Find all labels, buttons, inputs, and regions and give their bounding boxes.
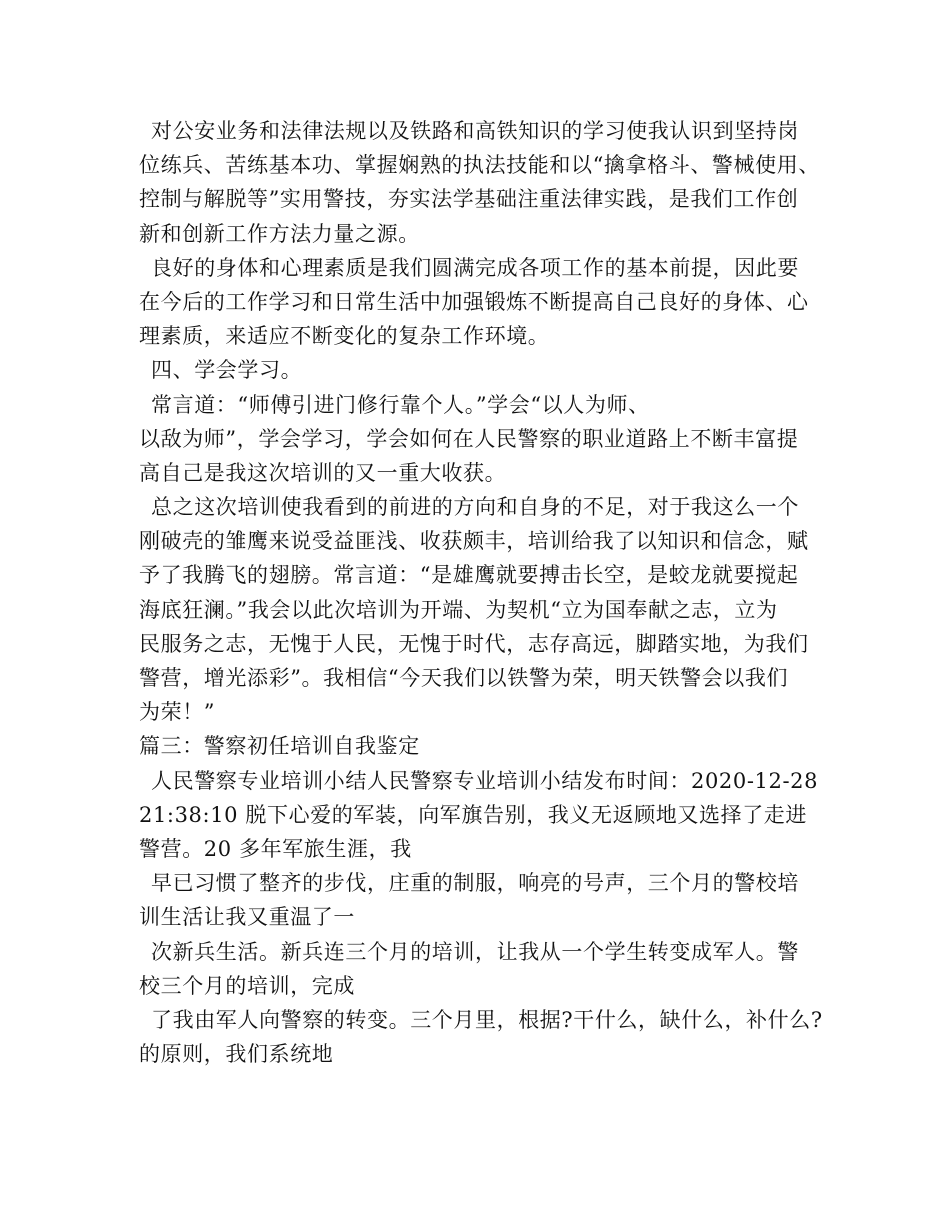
text-line: 的原则，我们系统地 [139, 1042, 334, 1067]
text-line: 篇三：警察初任培训自我鉴定 [139, 734, 420, 759]
text-line: 在今后的工作学习和日常生活中加强锻炼不断提高自己良好的身体、心 [139, 289, 809, 314]
text-line: 训生活让我又重温了一 [139, 905, 355, 930]
text-line: 次新兵生活。新兵连三个月的培训，让我从一个学生转变成军人。警 [151, 939, 799, 964]
text-line: 21:38:10 脱下心爱的军装，向军旗告别，我义无返顾地又选择了走进 [139, 802, 807, 827]
text-line: 位练兵、苦练基本功、掌握娴熟的执法技能和以“擒拿格斗、警械使用、 [139, 153, 820, 178]
text-line: 四、学会学习。 [151, 358, 303, 383]
text-line: 良好的身体和心理素质是我们圆满完成各项工作的基本前提，因此要 [151, 255, 799, 280]
text-line: 予了我腾飞的翅膀。常言道：“是雄鹰就要搏击长空，是蛟龙就要搅起 [139, 563, 799, 588]
text-line: 理素质，来适应不断变化的复杂工作环境。 [139, 324, 550, 349]
text-line: 以敌为师”，学会学习，学会如何在人民警察的职业道路上不断丰富提 [139, 426, 799, 451]
text-line: 早已习惯了整齐的步伐，庄重的制服，响亮的号声，三个月的警校培 [151, 871, 799, 896]
text-line: 了我由军人向警察的转变。三个月里，根据?干什么，缺什么，补什么? [151, 1007, 823, 1032]
text-line: 警营。20 多年军旅生涯，我 [139, 836, 412, 861]
text-line: 海底狂澜。”我会以此次培训为开端、为契机“立为国奉献之志，立为 [139, 597, 778, 622]
text-line: 对公安业务和法律法规以及铁路和高铁知识的学习使我认识到坚持岗 [151, 119, 799, 143]
text-line: 警营，增光添彩”。我相信“今天我们以铁警为荣，明天铁警会以我们 [139, 666, 789, 690]
document-body [139, 114, 823, 1071]
text-line: 为荣！” [139, 700, 216, 725]
text-line: 控制与解脱等”实用警技，夯实法学基础注重法律实践，是我们工作创 [139, 187, 799, 212]
text-line: 刚破壳的雏鹰来说受益匪浅、收获颇丰，培训给我了以知识和信念，赋 [139, 529, 809, 554]
text-line: 新和创新工作方法力量之源。 [139, 221, 420, 246]
text-line: 高自己是我这次培训的又一重大收获。 [139, 460, 507, 485]
text-line: 民服务之志，无愧于人民，无愧于时代，志存高远，脚踏实地，为我们 [139, 631, 809, 656]
text-line: 总之这次培训使我看到的前进的方向和自身的不足，对于我这么一个 [151, 495, 799, 520]
text-line: 人民警察专业培训小结人民警察专业培训小结发布时间：2020-12-28 [151, 768, 819, 793]
text-line: 校三个月的培训，完成 [139, 973, 355, 998]
text-line: 常言道：“师傅引进门修行靠个人。”学会“以人为师、 [151, 392, 650, 417]
